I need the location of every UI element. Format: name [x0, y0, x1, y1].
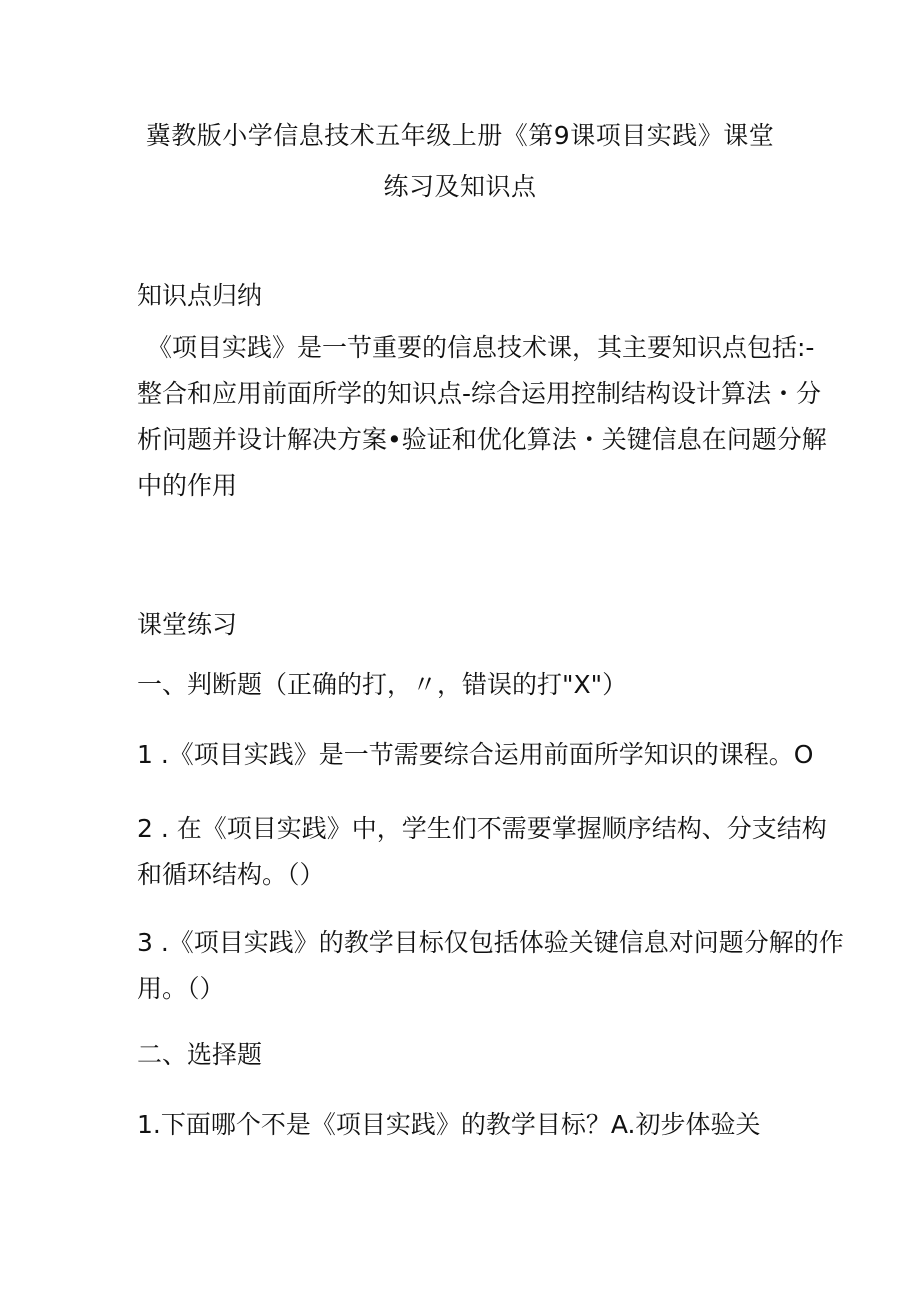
knowledge-line: 整合和应用前面所学的知识点-综合运用控制结构设计算法・分 — [137, 379, 822, 408]
choice-heading: 二、选择题 — [137, 1040, 263, 1069]
judge-question-3-line: 用。（） — [137, 974, 225, 1003]
knowledge-line: 析问题并设计解决方案•验证和优化算法・关键信息在问题分解 — [137, 425, 827, 454]
judge-question-2-line: 和循环结构。（） — [137, 860, 325, 889]
judge-question-2 — [137, 806, 827, 898]
section-heading-knowledge: 知识点归纳 — [137, 281, 263, 310]
choice-question-1: 1.下面哪个不是《项目实践》的教学目标？A.初步体验关 — [137, 1110, 761, 1139]
document-title-line-1: 冀教版小学信息技术五年级上册《第9课项目实践》课堂 — [145, 121, 775, 150]
judge-question-3 — [137, 920, 844, 1012]
section-heading-practice: 课堂练习 — [137, 610, 238, 639]
knowledge-line: 《项目实践》是一节重要的信息技术课，其主要知识点包括:- — [147, 333, 815, 362]
knowledge-paragraph — [137, 325, 827, 509]
judge-heading: 一、判断题（正确的打，〃，错误的打"X"） — [137, 670, 628, 699]
document-title-line-2: 练习及知识点 — [383, 172, 537, 201]
judge-question-3-line: 3 .《项目实践》的教学目标仅包括体验关键信息对问题分解的作 — [137, 928, 844, 957]
judge-question-1: 1 .《项目实践》是一节需要综合运用前面所学知识的课程。O — [137, 740, 814, 769]
judge-question-2-line: 2 . 在《项目实践》中，学生们不需要掌握顺序结构、分支结构 — [137, 814, 827, 843]
knowledge-line: 中的作用 — [137, 471, 238, 500]
